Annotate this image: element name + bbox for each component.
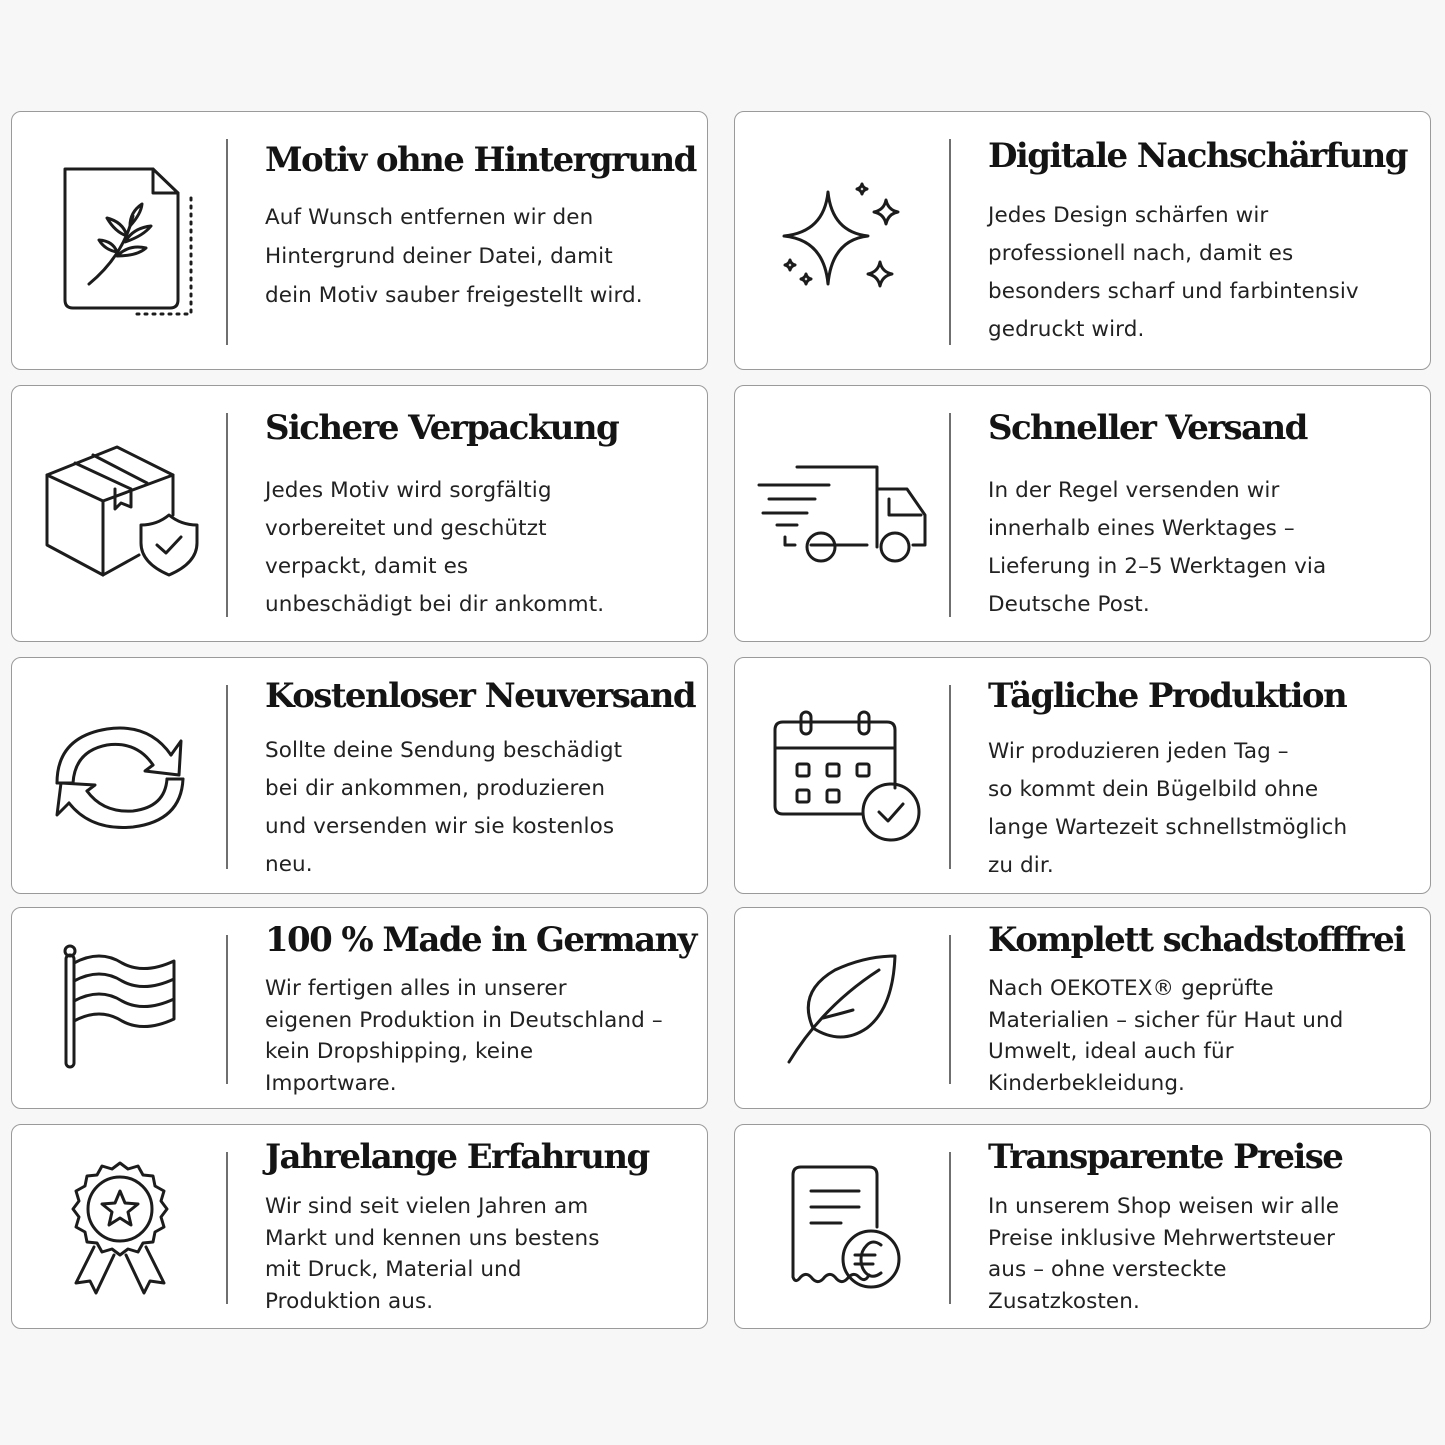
feature-title: Jahrelange Erfahrung [265,1137,649,1177]
document-leaf-icon [12,112,227,369]
receipt-euro-icon [735,1125,950,1328]
feature-description: In der Regel versenden wir innerhalb eines Werktages – Lieferung in 2–5 Werktagen via Deutsche Post. [988,478,1327,617]
card-divider [226,1152,228,1304]
feature-description: Sollte deine Sendung beschädigt bei dir ankommen, produzieren und versenden wir sie kostenlos neu. [265,738,623,877]
feature-card-verpackung [11,385,708,642]
feature-card-preise [734,1124,1431,1329]
feature-title: Tägliche Produktion [988,676,1347,716]
feature-description: Jedes Motiv wird sorgfältig vorbereitet und geschützt verpackt, damit es unbeschädigt bei dir ankommt. [265,478,605,617]
award-rosette-icon [12,1125,227,1328]
feature-card-produktion [734,657,1431,894]
card-divider [226,413,228,617]
package-shield-icon [12,386,227,641]
feature-description: Wir fertigen alles in unserer eigenen Produktion in Deutschland – kein Dropshipping, keine Importware. [265,976,663,1096]
calendar-check-icon [735,658,950,893]
feature-title: 100 % Made in Germany [265,920,696,960]
feature-description: Nach OEKOTEX® geprüfte Materialien – sicher für Haut und Umwelt, ideal auch für Kinderbekleidung. [988,976,1344,1096]
card-divider [949,1152,951,1304]
flag-icon [12,908,227,1108]
sparkles-icon [735,112,950,369]
feature-card-schadstofffrei [734,907,1431,1109]
feature-card-erfahrung [11,1124,708,1329]
feature-title: Digitale Nachschärfung [988,136,1407,176]
feature-card-nachschaerfung [734,111,1431,370]
feature-card-motiv [11,111,708,370]
feature-title: Sichere Verpackung [265,408,619,448]
card-divider [949,935,951,1084]
feature-title: Transparente Preise [988,1137,1343,1177]
feature-card-germany [11,907,708,1109]
feature-card-neuversand [11,657,708,894]
feature-title: Motiv ohne Hintergrund [265,140,696,180]
leaf-icon [735,908,950,1108]
feature-title: Schneller Versand [988,408,1307,448]
card-divider [226,685,228,869]
card-divider [949,685,951,869]
feature-title: Komplett schadstofffrei [988,920,1405,960]
refresh-arrows-icon [12,658,227,893]
feature-card-versand [734,385,1431,642]
feature-description: Wir sind seit vielen Jahren am Markt und kennen uns bestens mit Druck, Material und Produktion aus. [265,1194,600,1314]
card-divider [949,139,951,345]
feature-description: Jedes Design schärfen wir professionell nach, damit es besonders scharf und farbintensiv gedruckt wird. [988,203,1359,342]
feature-title: Kostenloser Neuversand [265,676,695,716]
feature-description: Auf Wunsch entfernen wir den Hintergrund deiner Datei, damit dein Motiv sauber freigestellt wird. [265,205,643,308]
card-divider [226,139,228,345]
feature-description: In unserem Shop weisen wir alle Preise inklusive Mehrwertsteuer aus – ohne versteckte Zusatzkosten. [988,1194,1340,1314]
delivery-truck-icon [735,386,950,641]
card-divider [226,935,228,1084]
card-divider [949,413,951,617]
feature-description: Wir produzieren jeden Tag – so kommt dein Bügelbild ohne lange Wartezeit schnellstmöglich zu dir. [988,739,1348,878]
